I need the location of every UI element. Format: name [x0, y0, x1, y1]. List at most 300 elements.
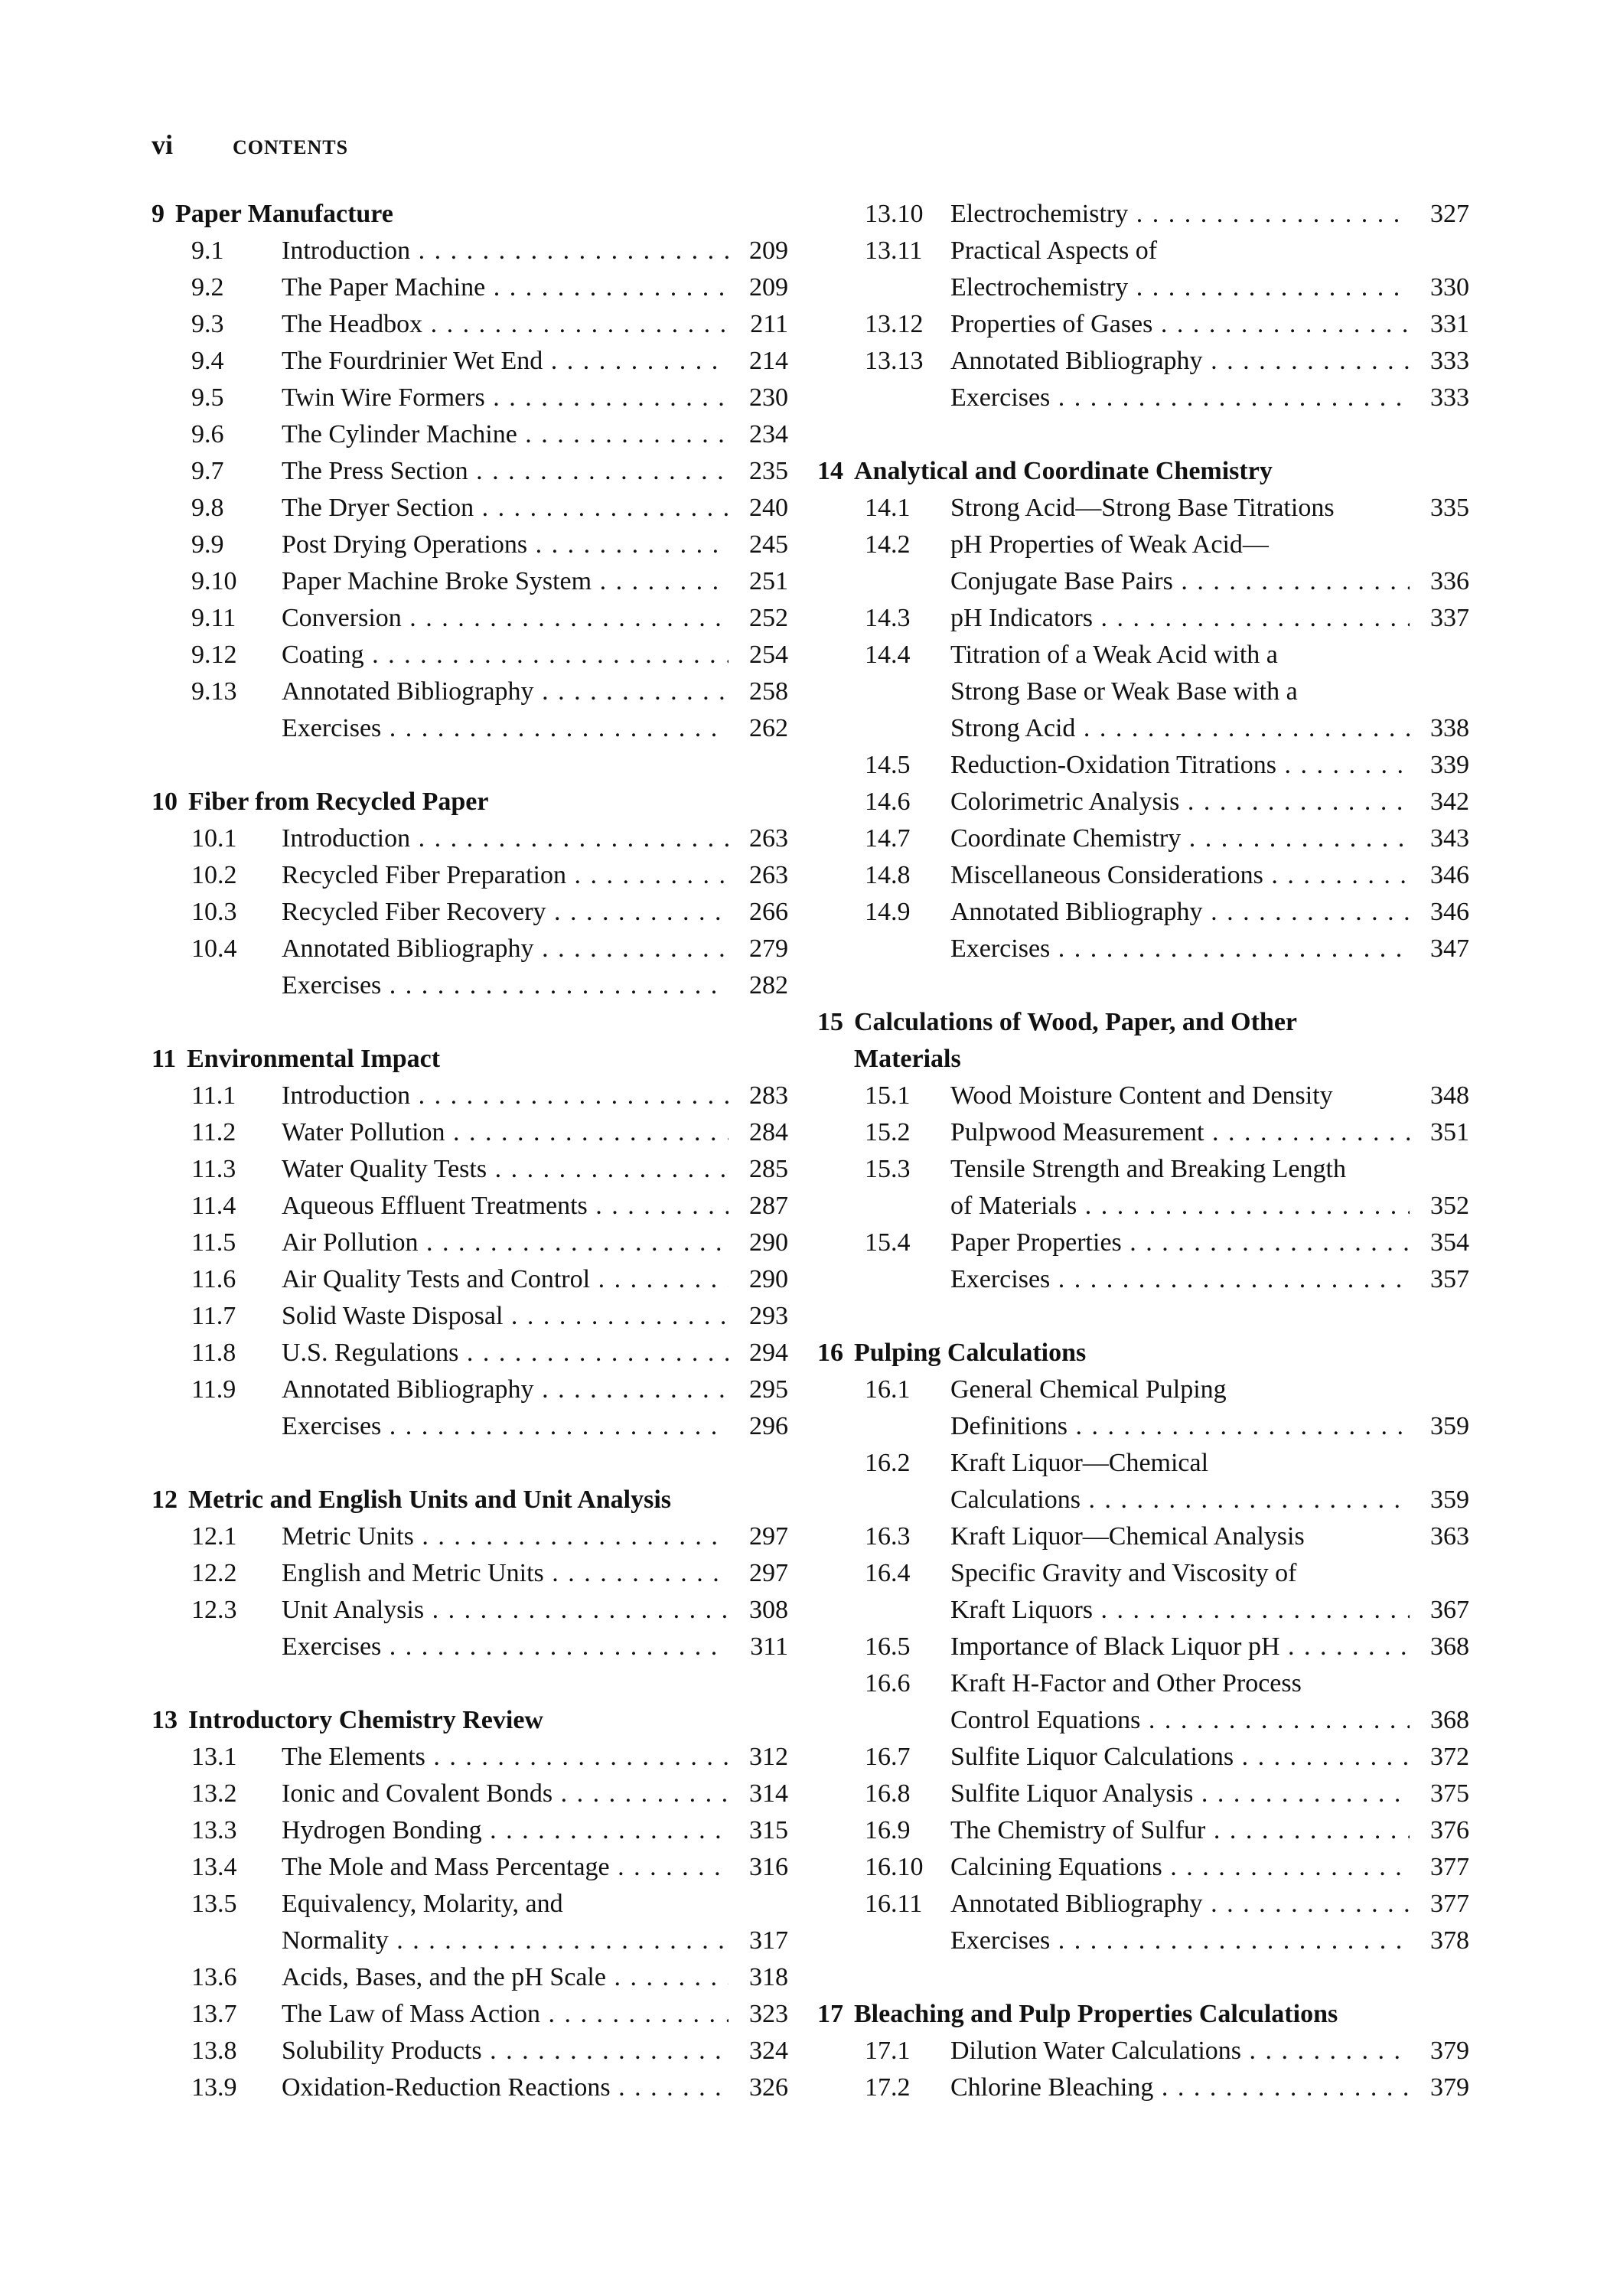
page-ref: 363 [1430, 1522, 1469, 1551]
page-ref: 331 [1430, 310, 1469, 338]
page-ref: 336 [1430, 567, 1469, 595]
chapter-title[interactable] [152, 1702, 788, 1739]
toc-entry-continued[interactable] [817, 563, 1469, 600]
section-title: The Fourdrinier Wet End . . . [282, 343, 729, 380]
page-ref: 337 [1430, 604, 1469, 632]
toc-entry[interactable] [817, 306, 1469, 343]
toc-entry[interactable] [817, 1114, 1469, 1151]
chapter-title-text: Calculations of Wood, Paper, and Other [854, 1008, 1298, 1036]
section-number: 11.9 [191, 1375, 236, 1404]
chapter-number: 12 [152, 1486, 178, 1514]
section-title: Specific Gravity and Viscosity of [950, 1559, 1297, 1587]
section-title: Electrochemistry . . . [950, 269, 1410, 306]
chapter-10 [152, 784, 788, 1004]
chapter-title-continued[interactable] [817, 1041, 1469, 1078]
page-ref: 326 [749, 2073, 788, 2102]
section-number: 10.2 [191, 861, 237, 889]
page-ref: 312 [749, 1743, 788, 1771]
page-ref: 262 [749, 714, 788, 742]
section-number: 13.2 [191, 1779, 237, 1808]
running-head: CONTENTS [233, 136, 349, 158]
chapter-title[interactable] [817, 453, 1469, 490]
section-number [152, 710, 282, 747]
section-number: 11.7 [191, 1302, 236, 1330]
page-ref: 211 [750, 310, 788, 338]
chapter-title[interactable] [152, 1482, 788, 1518]
toc-entry[interactable] [817, 527, 1469, 563]
page-ref: 367 [1430, 1596, 1469, 1624]
page-ref: 294 [749, 1339, 788, 1367]
section-title: English and Metric Units . . . [282, 1555, 729, 1592]
section-number: 16.1 [865, 1375, 911, 1404]
page-ref: 311 [750, 1632, 788, 1661]
section-title: Tensile Strength and Breaking Length [950, 1155, 1346, 1183]
chapter-title-text: Environmental Impact [187, 1045, 441, 1073]
page-ref: 240 [749, 494, 788, 522]
toc-entry[interactable] [152, 306, 788, 343]
chapter-title-text: Introductory Chemistry Review [188, 1706, 543, 1734]
section-title: Equivalency, Molarity, and [282, 1890, 563, 1918]
page-ref: 346 [1430, 861, 1469, 889]
page-header [152, 129, 348, 167]
toc-entry[interactable] [817, 1371, 1469, 1408]
section-title: Titration of a Weak Acid with a [950, 641, 1278, 669]
section-title: The Chemistry of Sulfur . . . [950, 1812, 1410, 1849]
page-ref: 357 [1430, 1265, 1469, 1293]
section-title: Chlorine Bleaching . . . [950, 2069, 1410, 2106]
section-title: Properties of Gases . . . [950, 306, 1410, 343]
toc-entry[interactable] [152, 1335, 788, 1371]
toc-entry-continued[interactable] [817, 1482, 1469, 1518]
section-title: Sulfite Liquor Analysis . . . [950, 1776, 1410, 1812]
section-title: Paper Properties . . . [950, 1225, 1410, 1261]
section-number [817, 563, 950, 600]
chapter-title-text: Fiber from Recycled Paper [188, 788, 489, 816]
section-number: 10.1 [191, 824, 237, 853]
page-ref: 245 [749, 530, 788, 559]
toc-entry[interactable] [152, 563, 788, 600]
toc-entry[interactable] [152, 673, 788, 710]
section-number: 13.8 [191, 2037, 237, 2065]
toc-entry[interactable] [817, 894, 1469, 931]
chapter-11 [152, 1041, 788, 1445]
section-number: 11.3 [191, 1155, 236, 1183]
section-number: 16.11 [865, 1890, 923, 1918]
section-number [817, 1261, 950, 1298]
page-ref: 282 [749, 971, 788, 1000]
section-number: 17.2 [865, 2073, 911, 2102]
section-number: 13.1 [191, 1743, 237, 1771]
toc-entry[interactable] [817, 1151, 1469, 1188]
section-title: Exercises . . . [950, 1261, 1410, 1298]
page-ref: 327 [1430, 200, 1469, 228]
toc-entry-continued[interactable] [817, 1188, 1469, 1225]
section-number: 13.5 [191, 1890, 237, 1918]
toc-entry[interactable] [152, 1518, 788, 1555]
toc-entry-exercises[interactable] [152, 967, 788, 1004]
page-ref: 287 [749, 1192, 788, 1220]
toc-entry[interactable] [152, 1959, 788, 1996]
section-number: 9.4 [191, 347, 224, 375]
section-title: Coordinate Chemistry . . . [950, 820, 1410, 857]
section-number: 11.2 [191, 1118, 236, 1146]
section-number: 9.9 [191, 530, 224, 559]
section-number [817, 931, 950, 967]
section-title: Wood Moisture Content and Density [950, 1081, 1333, 1110]
toc-entry[interactable] [152, 1371, 788, 1408]
toc-entry[interactable] [152, 233, 788, 269]
chapter-14 [817, 453, 1469, 967]
section-number: 16.6 [865, 1669, 911, 1698]
toc-entry-exercises[interactable] [817, 380, 1469, 416]
page-ref: 263 [749, 824, 788, 853]
toc-entry-continued[interactable] [817, 1408, 1469, 1445]
chapter-title-text: Paper Manufacture [175, 200, 393, 228]
toc-entry[interactable] [817, 820, 1469, 857]
section-title: Exercises . . . [282, 710, 729, 747]
section-number: 11.1 [191, 1081, 236, 1110]
page-ref: 285 [749, 1155, 788, 1183]
chapter-title[interactable] [817, 1996, 1469, 2033]
section-number [817, 1702, 950, 1739]
section-number: 16.8 [865, 1779, 911, 1808]
toc-entry[interactable] [152, 1188, 788, 1225]
section-title: Ionic and Covalent Bonds . . . [282, 1776, 729, 1812]
section-number: 14.4 [865, 641, 911, 669]
section-number: 13.7 [191, 2000, 237, 2028]
chapter-15 [817, 1004, 1469, 1298]
section-title: Sulfite Liquor Calculations . . . [950, 1739, 1410, 1776]
toc-entry-continued[interactable] [817, 269, 1469, 306]
section-title: General Chemical Pulping [950, 1375, 1227, 1404]
toc-entry[interactable] [152, 490, 788, 527]
toc-entry[interactable] [817, 1849, 1469, 1886]
section-number: 13.9 [191, 2073, 237, 2102]
section-title: Reduction-Oxidation Titrations . . . [950, 747, 1410, 784]
section-number [152, 1629, 282, 1665]
section-title: Annotated Bibliography . . . [950, 1886, 1410, 1923]
toc-entry[interactable] [817, 600, 1469, 637]
toc-entry[interactable] [152, 1298, 788, 1335]
section-number [817, 673, 950, 710]
section-number: 12.1 [191, 1522, 237, 1551]
section-number: 9.7 [191, 457, 224, 485]
section-title: Post Drying Operations . . . [282, 527, 729, 563]
section-number [817, 269, 950, 306]
page-ref: 378 [1430, 1926, 1469, 1955]
section-title: Solid Waste Disposal . . . [282, 1298, 729, 1335]
section-title: Annotated Bibliography . . . [282, 673, 729, 710]
section-number: 16.9 [865, 1816, 911, 1844]
toc-entry[interactable] [817, 343, 1469, 380]
section-title: Water Pollution . . . [282, 1114, 729, 1151]
section-title: Practical Aspects of [950, 236, 1158, 265]
section-number: 11.4 [191, 1192, 236, 1220]
section-number: 16.2 [865, 1449, 911, 1477]
section-number: 16.5 [865, 1632, 911, 1661]
section-title: Strong Acid . . . [950, 710, 1410, 747]
toc-entry[interactable] [817, 196, 1469, 233]
page-ref: 354 [1430, 1228, 1469, 1257]
page-ref: 368 [1430, 1632, 1469, 1661]
page-ref: 284 [749, 1118, 788, 1146]
section-number: 9.1 [191, 236, 224, 265]
page-ref: 333 [1430, 347, 1469, 375]
toc-entry[interactable] [152, 894, 788, 931]
toc-entry-exercises[interactable] [817, 931, 1469, 967]
section-title: Strong Base or Weak Base with a [950, 677, 1298, 706]
toc-entry[interactable] [817, 747, 1469, 784]
section-number [152, 1923, 282, 1959]
toc-entry-exercises[interactable] [817, 1923, 1469, 1959]
toc-entry[interactable] [152, 1151, 788, 1188]
chapter-13 [152, 1702, 788, 2106]
toc-entry-continued[interactable] [817, 673, 1469, 710]
toc-entry[interactable] [152, 1592, 788, 1629]
toc-entry[interactable] [152, 269, 788, 306]
toc-entry[interactable] [817, 1665, 1469, 1702]
toc-entry[interactable] [152, 600, 788, 637]
section-number: 15.2 [865, 1118, 911, 1146]
toc-entry[interactable] [152, 820, 788, 857]
section-number: 9.11 [191, 604, 236, 632]
page-ref: 279 [749, 934, 788, 963]
toc-entry[interactable] [817, 857, 1469, 894]
toc-entry[interactable] [152, 1776, 788, 1812]
page-ref: 318 [749, 1963, 788, 1991]
page-ref-empty [1410, 1151, 1469, 1188]
toc-entry[interactable] [817, 1445, 1469, 1482]
section-title: Hydrogen Bonding . . . [282, 1812, 729, 1849]
page-ref: 296 [749, 1412, 788, 1440]
section-number [817, 1482, 950, 1518]
toc-entry[interactable] [817, 784, 1469, 820]
toc-entry[interactable] [152, 1225, 788, 1261]
section-number: 15.3 [865, 1155, 911, 1183]
section-number: 14.8 [865, 861, 911, 889]
section-title: pH Indicators . . . [950, 600, 1410, 637]
section-title: The Elements . . . [282, 1739, 729, 1776]
page-ref: 235 [749, 457, 788, 485]
section-number: 14.5 [865, 751, 911, 779]
section-number: 13.13 [865, 347, 924, 375]
toc-entry[interactable] [152, 2069, 788, 2106]
toc-entry[interactable] [152, 2033, 788, 2069]
page-ref-empty [1410, 1665, 1469, 1702]
toc-entry-exercises[interactable] [817, 1261, 1469, 1298]
chapter-title-text: Pulping Calculations [854, 1339, 1087, 1367]
section-title: Kraft Liquors . . . [950, 1592, 1410, 1629]
page-ref: 377 [1430, 1853, 1469, 1881]
chapter-title[interactable] [817, 1004, 1469, 1041]
toc-entry[interactable] [817, 1518, 1469, 1555]
toc-entry[interactable] [152, 1555, 788, 1592]
section-title: Definitions . . . [950, 1408, 1410, 1445]
page-ref: 368 [1430, 1706, 1469, 1734]
toc-entry[interactable] [817, 233, 1469, 269]
toc-entry[interactable] [152, 637, 788, 673]
chapter-17 [817, 1996, 1469, 2106]
page-ref: 351 [1430, 1118, 1469, 1146]
toc-entry[interactable] [152, 1739, 788, 1776]
section-title: Oxidation-Reduction Reactions . . . [282, 2069, 729, 2106]
page-ref: 375 [1430, 1779, 1469, 1808]
section-title: of Materials . . . [950, 1188, 1410, 1225]
section-title: Annotated Bibliography . . . [282, 931, 729, 967]
section-title: Aqueous Effluent Treatments . . . [282, 1188, 729, 1225]
section-title: Strong Acid—Strong Base Titrations [950, 494, 1335, 522]
page-ref: 352 [1430, 1192, 1469, 1220]
section-number: 16.3 [865, 1522, 911, 1551]
page-ref: 230 [749, 383, 788, 412]
section-title: Introduction . . . [282, 1078, 729, 1114]
toc-entry[interactable] [817, 1776, 1469, 1812]
section-number: 13.4 [191, 1853, 237, 1881]
section-number: 13.3 [191, 1816, 237, 1844]
page-ref: 376 [1430, 1816, 1469, 1844]
page-ref: 343 [1430, 824, 1469, 853]
section-number: 11.5 [191, 1228, 236, 1257]
toc-entry-exercises[interactable] [152, 710, 788, 747]
section-title: Twin Wire Formers . . . [282, 380, 729, 416]
page-ref: 316 [749, 1853, 788, 1881]
toc-entry-continued[interactable] [817, 1592, 1469, 1629]
chapter-title[interactable] [152, 196, 788, 233]
section-title: Calculations . . . [950, 1482, 1410, 1518]
section-title: The Mole and Mass Percentage . . . [282, 1849, 729, 1886]
section-number: 9.5 [191, 383, 224, 412]
toc-entry[interactable] [152, 1812, 788, 1849]
chapter-number: 16 [817, 1339, 843, 1367]
page-ref: 323 [749, 2000, 788, 2028]
page-ref: 209 [749, 236, 788, 265]
toc-entry[interactable] [152, 1114, 788, 1151]
page-ref: 258 [749, 677, 788, 706]
toc-entry[interactable] [152, 343, 788, 380]
toc-entry[interactable] [817, 490, 1469, 527]
section-title: Calcining Equations . . . [950, 1849, 1410, 1886]
page-ref-empty [1410, 233, 1469, 269]
toc-entry[interactable] [817, 1225, 1469, 1261]
section-number: 14.9 [865, 898, 911, 926]
section-title: Metric Units . . . [282, 1518, 729, 1555]
section-title: Paper Machine Broke System . . . [282, 563, 729, 600]
toc-entry-continued[interactable] [817, 1702, 1469, 1739]
section-title: Electrochemistry . . . [950, 196, 1410, 233]
toc-entry[interactable] [817, 1812, 1469, 1849]
page-ref: 338 [1430, 714, 1469, 742]
toc-entry[interactable] [152, 931, 788, 967]
toc-entry[interactable] [152, 1886, 788, 1923]
toc-entry[interactable] [152, 1261, 788, 1298]
section-title: Coating . . . [282, 637, 729, 673]
chapter-title[interactable] [817, 1335, 1469, 1371]
section-title: Colorimetric Analysis . . . [950, 784, 1410, 820]
page-ref: 290 [749, 1228, 788, 1257]
page-ref: 342 [1430, 788, 1469, 816]
toc-entry-continued[interactable] [817, 710, 1469, 747]
section-number [817, 710, 950, 747]
section-number [152, 967, 282, 1004]
section-number [152, 1408, 282, 1445]
chapter-title[interactable] [152, 1041, 788, 1078]
section-number: 9.6 [191, 420, 224, 448]
toc-entry[interactable] [817, 2069, 1469, 2106]
page-ref-empty [1410, 637, 1469, 673]
page-ref-empty [1410, 1555, 1469, 1592]
toc-entry[interactable] [817, 1555, 1469, 1592]
toc-entry[interactable] [817, 1886, 1469, 1923]
page-ref: 214 [749, 347, 788, 375]
page-ref: 346 [1430, 898, 1469, 926]
page-ref: 266 [749, 898, 788, 926]
page-ref: 317 [749, 1926, 788, 1955]
toc-entry[interactable] [817, 1078, 1469, 1114]
toc-entry[interactable] [817, 1739, 1469, 1776]
toc-entry[interactable] [817, 637, 1469, 673]
page-ref: 314 [749, 1779, 788, 1808]
section-number [817, 1592, 950, 1629]
section-number [817, 1923, 950, 1959]
toc-entry[interactable] [152, 380, 788, 416]
section-number: 14.1 [865, 494, 911, 522]
section-number: 16.10 [865, 1853, 924, 1881]
page-ref: 347 [1430, 934, 1469, 963]
page-ref: 254 [749, 641, 788, 669]
page-ref: 330 [1430, 273, 1469, 302]
toc-entry[interactable] [152, 453, 788, 490]
toc-entry[interactable] [152, 416, 788, 453]
section-title: The Paper Machine . . . [282, 269, 729, 306]
section-title: pH Properties of Weak Acid— [950, 530, 1269, 559]
section-number: 16.4 [865, 1559, 911, 1587]
toc-entry-exercises[interactable] [152, 1629, 788, 1665]
toc-entry[interactable] [152, 857, 788, 894]
section-number: 9.12 [191, 641, 237, 669]
chapter-title-text: Materials [854, 1045, 961, 1073]
toc-entry[interactable] [152, 1849, 788, 1886]
page-ref: 335 [1430, 494, 1469, 522]
section-title: Importance of Black Liquor pH . . . [950, 1629, 1410, 1665]
section-title: Exercises . . . [950, 931, 1410, 967]
chapter-number: 15 [817, 1008, 843, 1036]
section-title: The Press Section . . . [282, 453, 729, 490]
chapter-title[interactable] [152, 784, 788, 820]
toc-entry[interactable] [817, 2033, 1469, 2069]
section-number: 14.3 [865, 604, 911, 632]
toc-entry[interactable] [817, 1629, 1469, 1665]
toc-entry[interactable] [152, 1996, 788, 2033]
page-ref: 348 [1430, 1081, 1469, 1110]
section-number: 14.6 [865, 788, 911, 816]
toc-entry[interactable] [152, 527, 788, 563]
section-title: Air Pollution . . . [282, 1225, 729, 1261]
page-ref: 234 [749, 420, 788, 448]
toc-entry-continued[interactable] [152, 1923, 788, 1959]
section-number: 10.3 [191, 898, 237, 926]
chapter-number: 17 [817, 2000, 843, 2028]
page-ref: 324 [749, 2037, 788, 2065]
toc-entry-exercises[interactable] [152, 1408, 788, 1445]
toc-entry[interactable] [152, 1078, 788, 1114]
section-title: Air Quality Tests and Control . . . [282, 1261, 729, 1298]
section-number: 15.1 [865, 1081, 911, 1110]
chapter-number: 10 [152, 788, 178, 816]
section-number: 9.8 [191, 494, 224, 522]
section-number: 9.13 [191, 677, 237, 706]
section-number: 11.8 [191, 1339, 236, 1367]
toc-right-column [817, 196, 1469, 2143]
